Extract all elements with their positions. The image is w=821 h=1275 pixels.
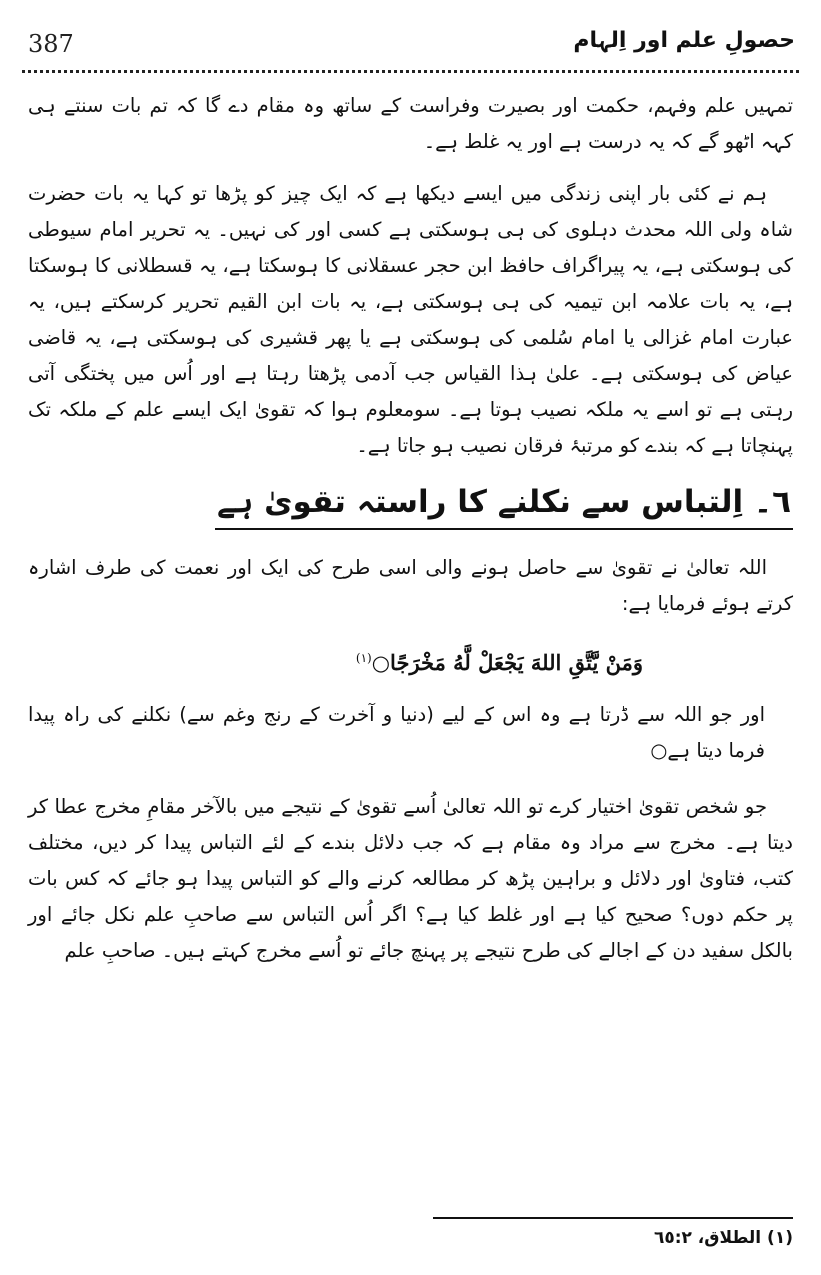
verse-footnote-marker: (١) — [355, 651, 372, 665]
header-dotted-rule — [22, 70, 799, 73]
paragraph-2: ہم نے کئی بار اپنی زندگی میں ایسے دیکھا ہے کہ ایک چیز کو پڑھا تو کہا یہ بات حضرت شاہ ولی اللہ محدث دہلوی کی ہی ہوسکتی ہے کسی اور کی نہیں۔ یہ تحریر امام سیوطی کی ہوسکتی ہے، یہ پیراگراف حافظ ابن حجر عسقلانی کا ہوسکتا ہے، یہ قسطلانی کا ہوسکتا ہے، یہ بات علامہ ابن تیمیہ کی ہی ہوسکتی ہے، یہ بات ابن القیم تحریر کرسکتے ہیں، یہ عبارت امام غزالی یا امام سُلمی کی ہوسکتی ہے یا پھر قشیری کی ہوسکتی ہے، یہ قاضی عیاض کی ہوسکتی ہے۔ علیٰ ہذا القیاس جب آدمی پڑھتا رہتا ہے اور اُس میں پختگی آتی رہتی ہے تو اسے یہ ملکہ نصیب ہوتا ہے۔ سومعلوم ہوا کہ تقویٰ ایک ایسے علم کے ملکہ تک پہنچاتا ہے کہ بندے کو مرتبۂ فرقان نصیب ہو جاتا ہے۔ — [28, 182, 793, 457]
paragraph-1: تمہیں علم وفہم، حکمت اور بصیرت وفراست کے ساتھ وہ مقام دے گا کہ تم بات سنتے ہی کہہ اٹھو گے کہ یہ درست ہے اور یہ غلط ہے۔ — [28, 94, 793, 153]
quran-verse — [28, 638, 793, 683]
page-body — [28, 88, 793, 985]
section-heading-text: ٦۔ اِلتباس سے نکلنے کا راستہ تقویٰ ہے — [215, 480, 793, 530]
paragraph-3: اللہ تعالیٰ نے تقویٰ سے حاصل ہونے والی اسی طرح کی ایک اور نعمت کی طرف اشارہ کرتے ہوئے فرمایا ہے: — [28, 556, 793, 615]
verse-text: وَمَنْ يَّتَّقِ اللهَ يَجْعَلْ لَّهُ مَخْرَجًا○ — [371, 650, 643, 675]
page-number: 387 — [28, 30, 74, 58]
footnote: (١) الطلاق، ٦٥:٢ — [653, 1228, 793, 1248]
footnote-rule — [433, 1217, 793, 1219]
running-title: حصولِ علم اور اِلہام — [573, 28, 795, 53]
section-heading — [28, 480, 793, 530]
paragraph-4: جو شخص تقویٰ اختیار کرے تو اللہ تعالیٰ اُسے تقویٰ کے نتیجے میں بالآخر مقامِ مخرج عطا کر دیتا ہے۔ مخرج سے مراد وہ مقام ہے کہ جب دلائل بندے کے لئے التباس پیدا کر دیں، مختلف کتب، فتاویٰ اور دلائل و براہین پڑھ کر مطالعہ کرنے والے کو التباس پیدا ہو جائے کہ کس بات پر حکم دوں؟ صحیح کیا ہے اور غلط کیا ہے؟ اگر اُس التباس سے صاحبِ علم نکل جائے اور بالکل سفید دن کے اجالے کی طرح نتیجے پر پہنچ جائے تو اُسے مخرج کہتے ہیں۔ صاحبِ علم — [28, 795, 793, 962]
verse-translation: اور جو اللہ سے ڈرتا ہے وہ اس کے لیے (دنیا و آخرت کے رنج وغم سے) نکلنے کی راہ پیدا فرما دیتا ہے○ — [28, 703, 765, 762]
page-header — [22, 18, 799, 68]
